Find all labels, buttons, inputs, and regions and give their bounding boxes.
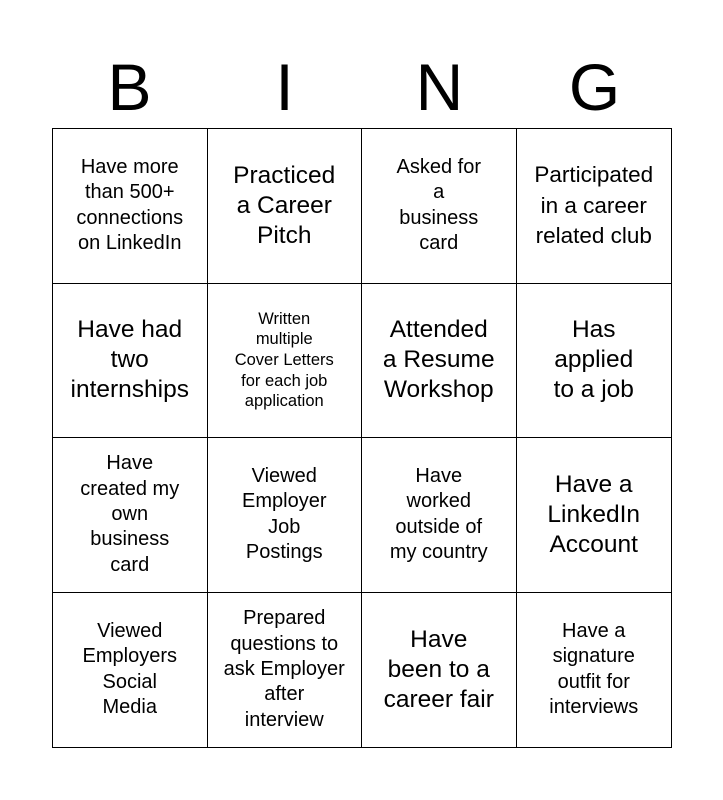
bingo-cell-text: Viewed Employer Job Postings <box>242 464 327 564</box>
bingo-cell[interactable] <box>53 593 208 748</box>
bingo-board <box>52 128 672 748</box>
bingo-cell-text: Viewed Employers Social Media <box>82 619 177 719</box>
bingo-cell-text: Practiced a Career Pitch <box>233 161 336 249</box>
bingo-cell-text: Have a LinkedIn Account <box>547 470 641 558</box>
header-letter-b: B <box>107 50 152 124</box>
bingo-cell-text: Written multiple Cover Letters for each job application <box>234 309 334 411</box>
bingo-cell[interactable] <box>517 129 672 284</box>
bingo-cell-text: Have created my own business card <box>80 452 180 576</box>
bingo-cell-text: Have more than 500+ connections on LinkedIn <box>76 155 184 255</box>
bingo-cell[interactable] <box>208 284 363 439</box>
bingo-cell[interactable] <box>208 129 363 284</box>
header-letter-n: N <box>415 50 464 124</box>
bingo-cell-text: Have worked outside of my country <box>389 464 488 564</box>
bingo-cell[interactable] <box>362 438 517 593</box>
bingo-cell[interactable] <box>208 593 363 748</box>
bingo-cell[interactable] <box>362 284 517 439</box>
header-letter-g: G <box>568 50 621 124</box>
header-letter-i: I <box>275 50 294 124</box>
bingo-cell-text: Prepared questions to ask Employer after interview <box>223 607 345 731</box>
bingo-cell-text: Asked for a business card <box>396 155 481 255</box>
bingo-cell-text: Participated in a career related club <box>534 162 654 248</box>
bingo-header <box>52 52 672 122</box>
bingo-cell[interactable] <box>53 438 208 593</box>
bingo-cell-text: Have had two internships <box>70 316 189 404</box>
bingo-cell[interactable] <box>517 593 672 748</box>
bingo-cell[interactable] <box>362 593 517 748</box>
bingo-cell[interactable] <box>53 129 208 284</box>
bingo-cell[interactable] <box>208 438 363 593</box>
bingo-cell[interactable] <box>53 284 208 439</box>
bingo-cell-text: Have been to a career fair <box>383 625 494 713</box>
bingo-cell-text: Have a signature outfit for interviews <box>549 619 639 719</box>
bingo-cell[interactable] <box>517 284 672 439</box>
bingo-cell[interactable] <box>362 129 517 284</box>
bingo-cell[interactable] <box>517 438 672 593</box>
bingo-cell-text: Has applied to a job <box>553 316 634 404</box>
bingo-cell-text: Attended a Resume Workshop <box>382 316 495 404</box>
